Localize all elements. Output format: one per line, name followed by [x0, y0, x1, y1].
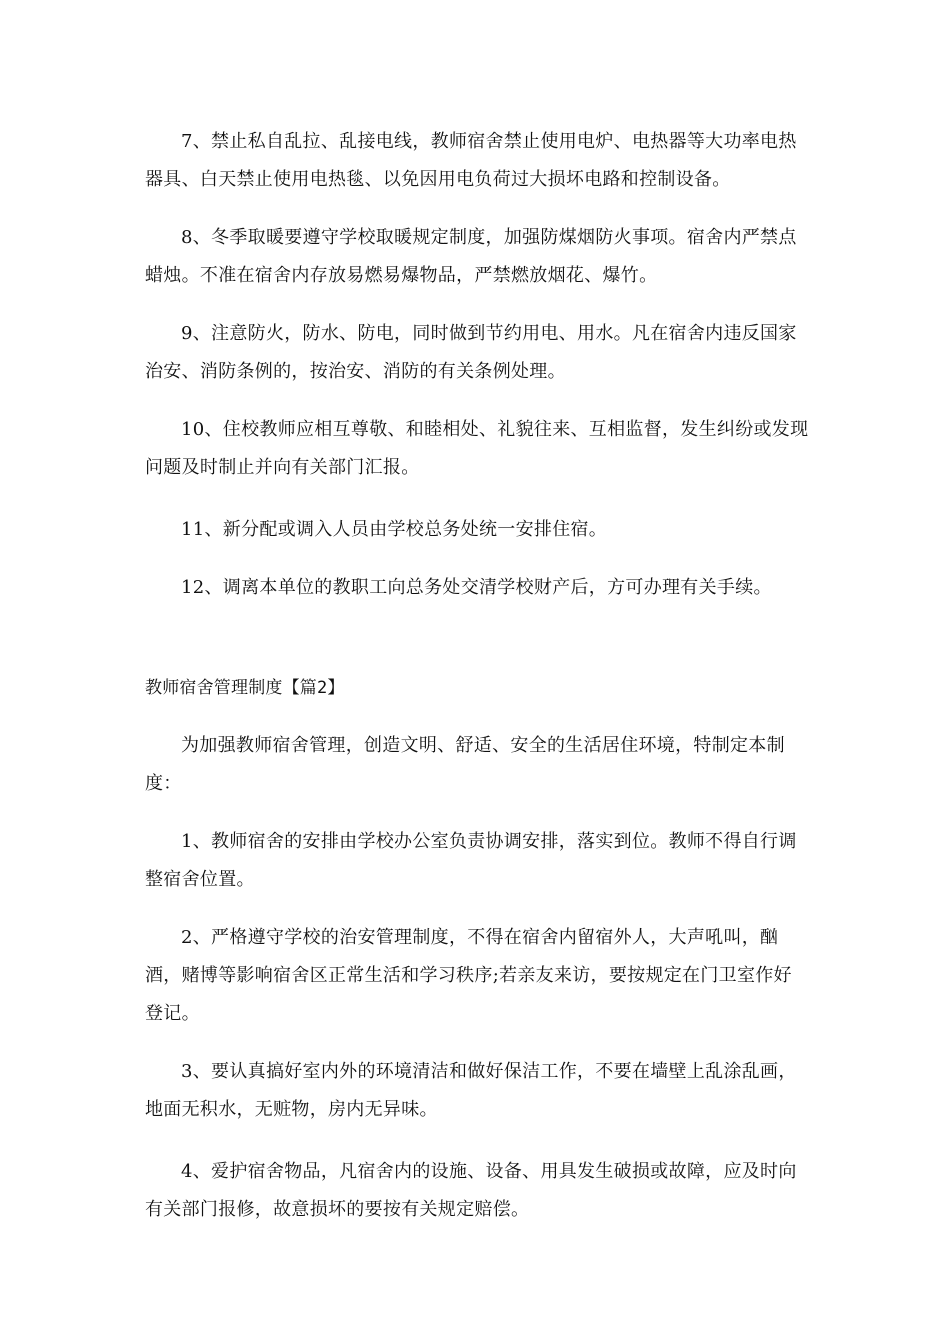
paragraph-rule-10: 10、住校教师应相互尊敬、和睦相处、礼貌往来、互相监督，发生纠纷或发现问题及时制止并向有关部门汇报。	[145, 419, 809, 478]
paragraph-item-1: 1、教师宿舍的安排由学校办公室负责协调安排，落实到位。教师不得自行调整宿舍位置。	[145, 831, 797, 890]
paragraph-rule-8: 8、冬季取暖要遵守学校取暖规定制度，加强防煤烟防火事项。宿舍内严禁点蜡烛。不准在宿舍内存放易燃易爆物品，严禁燃放烟花、爆竹。	[145, 227, 797, 286]
paragraph-item-3: 3、要认真搞好室内外的环境清洁和做好保洁工作，不要在墙壁上乱涂乱画，地面无积水，无赃物，房内无异味。	[145, 1061, 797, 1120]
section-title: 教师宿舍管理制度【篇2】	[145, 678, 345, 698]
paragraph-item-4: 4、爱护宿舍物品，凡宿舍内的设施、设备、用具发生破损或故障，应及时向有关部门报修，故意损坏的要按有关规定赔偿。	[145, 1161, 797, 1220]
paragraph-rule-11: 11、新分配或调入人员由学校总务处统一安排住宿。	[181, 519, 608, 540]
paragraph-rule-12: 12、调离本单位的教职工向总务处交清学校财产后，方可办理有关手续。	[181, 577, 772, 598]
paragraph-rule-7: 7、禁止私自乱拉、乱接电线，教师宿舍禁止使用电炉、电热器等大功率电热器具、白天禁止使用电热毯、以免因用电负荷过大损坏电路和控制设备。	[145, 131, 797, 190]
paragraph-intro: 为加强教师宿舍管理，创造文明、舒适、安全的生活居住环境，特制定本制度：	[145, 735, 785, 794]
paragraph-rule-9: 9、注意防火，防水、防电，同时做到节约用电、用水。凡在宿舍内违反国家治安、消防条例的，按治安、消防的有关条例处理。	[145, 323, 797, 382]
paragraph-item-2: 2、严格遵守学校的治安管理制度，不得在宿舍内留宿外人，大声吼叫，酗酒，赌博等影响宿舍区正常生活和学习秩序;若亲友来访，要按规定在门卫室作好登记。	[145, 927, 792, 1024]
